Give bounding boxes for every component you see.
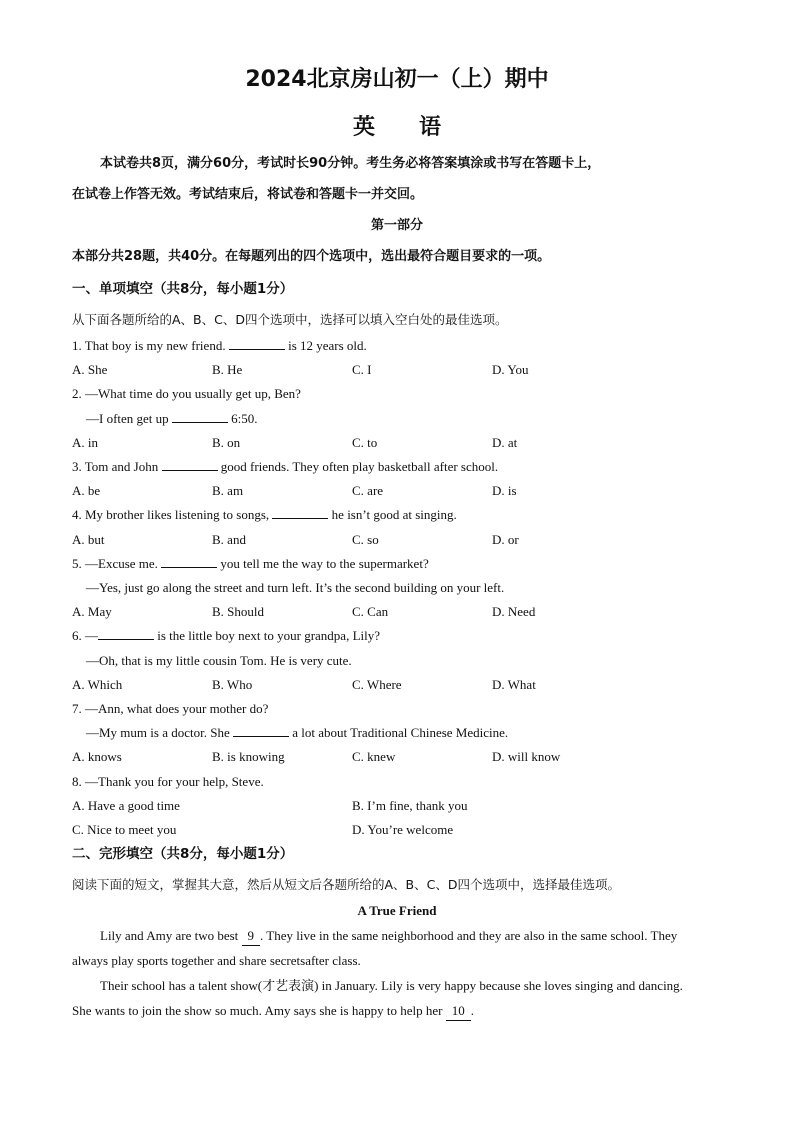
section1-heading: 一、单项填空（共8分，每小题1分） [72, 281, 294, 297]
answer-option[interactable]: D. You’re welcome [352, 822, 454, 837]
answer-option[interactable]: A. May [72, 604, 112, 620]
answer-option[interactable]: C. to [352, 434, 378, 450]
question-text: —My mum is a doctor. She [86, 725, 233, 741]
question-line [72, 555, 722, 573]
section2-instruction: 阅读下面的短文，掌握其大意，然后从短文后各题所给的A、B、C、D四个选项中，选择最佳选项。 [72, 877, 620, 892]
answer-option[interactable]: A. Which [72, 676, 123, 692]
intro-line-1: 本试卷共8页，满分60分，考试时长90分钟。考生务必将答案填涂或书写在答题卡上， [100, 156, 601, 171]
answer-option[interactable]: A. but [72, 531, 105, 547]
exam-title: 2024北京房山初一（上）期中 [245, 67, 549, 92]
question-text: 4. My brother likes listening to songs, [72, 507, 273, 523]
question-text: 7. —Ann, what does your mother do? [72, 701, 269, 716]
answer-blank [272, 506, 328, 519]
section2-heading: 二、完形填空（共8分，每小题1分） [72, 846, 294, 862]
question-text: —Oh, that is my little cousin Tom. He is very cute. [86, 652, 352, 668]
question-text: —I often get up [86, 410, 172, 426]
question-text: 6. — [72, 628, 98, 644]
intro-line-2: 在试卷上作答无效。考试结束后，将试卷和答题卡一并交回。 [72, 187, 424, 202]
passage-p2-line2 [72, 1002, 722, 1021]
question-text: 5. —Excuse me. [72, 555, 162, 571]
question-text: 3. Tom and John [72, 459, 162, 474]
question-text: he isn’t good at singing. [328, 507, 457, 523]
part-description: 本部分共28题，共40分。在每题列出的四个选项中，选出最符合题目要求的一项。 [72, 249, 551, 264]
question-line [72, 458, 722, 476]
answer-option[interactable]: D. or [492, 531, 519, 547]
answer-option[interactable]: C. Nice to meet you [72, 822, 177, 837]
answer-blank [162, 458, 218, 471]
question-line [72, 385, 722, 403]
answer-option[interactable]: B. is knowing [212, 749, 285, 765]
question-line [72, 410, 722, 428]
question-text: you tell me the way to the supermarket? [217, 555, 429, 571]
answer-blank [98, 627, 154, 640]
question-line [72, 627, 722, 645]
section1-instruction: 从下面各题所给的A、B、C、D四个选项中，选择可以填入空白处的最佳选项。 [72, 312, 508, 327]
answer-option[interactable]: C. Can [352, 604, 389, 620]
question-text: is 12 years old. [284, 338, 367, 353]
question-text: is the little boy next to your grandpa, Lily? [154, 628, 381, 644]
passage-title: A True Friend [357, 903, 437, 918]
question-text: 6:50. [227, 410, 258, 426]
answer-option[interactable]: D. What [492, 676, 536, 692]
question-text: 8. —Thank you for your help, Steve. [72, 773, 264, 789]
passage-text: . They live in the same neighborhood and they are also in the same school. They [260, 928, 678, 943]
question-line [72, 700, 722, 718]
question-line [72, 579, 722, 597]
answer-option[interactable]: D. You [492, 362, 529, 378]
answer-option[interactable]: B. Who [212, 676, 253, 692]
passage-text: She wants to join the show so much. Amy says she is happy to help her [72, 1003, 446, 1018]
answer-option[interactable]: A. She [72, 362, 108, 378]
subject-title: 英语 [352, 115, 485, 140]
answer-blank [229, 337, 285, 350]
passage-p1-line2: always play sports together and share secretsafter class. [72, 953, 361, 968]
answer-blank [233, 724, 289, 737]
passage-text: . [470, 1003, 474, 1018]
answer-blank [172, 410, 228, 423]
passage-p1-line1 [72, 927, 722, 946]
answer-option[interactable]: B. He [212, 362, 243, 378]
question-text: —Yes, just go along the street and turn left. It’s the second building on your left. [86, 580, 505, 595]
passage-p2-line1: Their school has a talent show(才艺表演) in January. Lily is very happy because she loves singing and dancing. [100, 978, 683, 993]
question-text: 1. That boy is my new friend. [72, 338, 229, 353]
answer-option[interactable]: C. Where [352, 676, 402, 692]
question-line [72, 337, 722, 355]
answer-option[interactable]: C. knew [352, 749, 396, 765]
answer-option[interactable]: D. Need [492, 604, 536, 620]
question-line [72, 506, 722, 524]
answer-option[interactable]: B. am [212, 483, 244, 499]
answer-blank [161, 555, 217, 568]
cloze-blank-9: 9 [242, 927, 261, 946]
answer-option[interactable]: A. in [72, 434, 98, 450]
question-text: good friends. They often play basketball after school. [217, 459, 499, 474]
answer-option[interactable]: B. on [212, 434, 241, 450]
answer-option[interactable]: D. at [492, 434, 518, 450]
part-title: 第一部分 [370, 218, 423, 233]
answer-option[interactable]: C. are [352, 483, 384, 499]
question-line [72, 652, 722, 670]
answer-option[interactable]: C. I [352, 362, 372, 378]
answer-option[interactable]: B. I’m fine, thank you [352, 797, 468, 813]
answer-option[interactable]: B. Should [212, 604, 265, 620]
answer-option[interactable]: A. be [72, 483, 101, 499]
question-line [72, 724, 722, 742]
answer-option[interactable]: C. so [352, 531, 379, 547]
question-line [72, 773, 722, 791]
cloze-blank-10: 10 [446, 1002, 471, 1021]
question-text: 2. —What time do you usually get up, Ben? [72, 386, 301, 402]
question-text: a lot about Traditional Chinese Medicine. [288, 725, 509, 741]
answer-option[interactable]: D. will know [492, 749, 561, 765]
answer-option[interactable]: B. and [212, 531, 246, 547]
answer-option[interactable]: A. knows [72, 749, 122, 765]
answer-option[interactable]: A. Have a good time [72, 797, 180, 813]
passage-text: Lily and Amy are two best [100, 928, 242, 943]
answer-option[interactable]: D. is [492, 483, 517, 499]
